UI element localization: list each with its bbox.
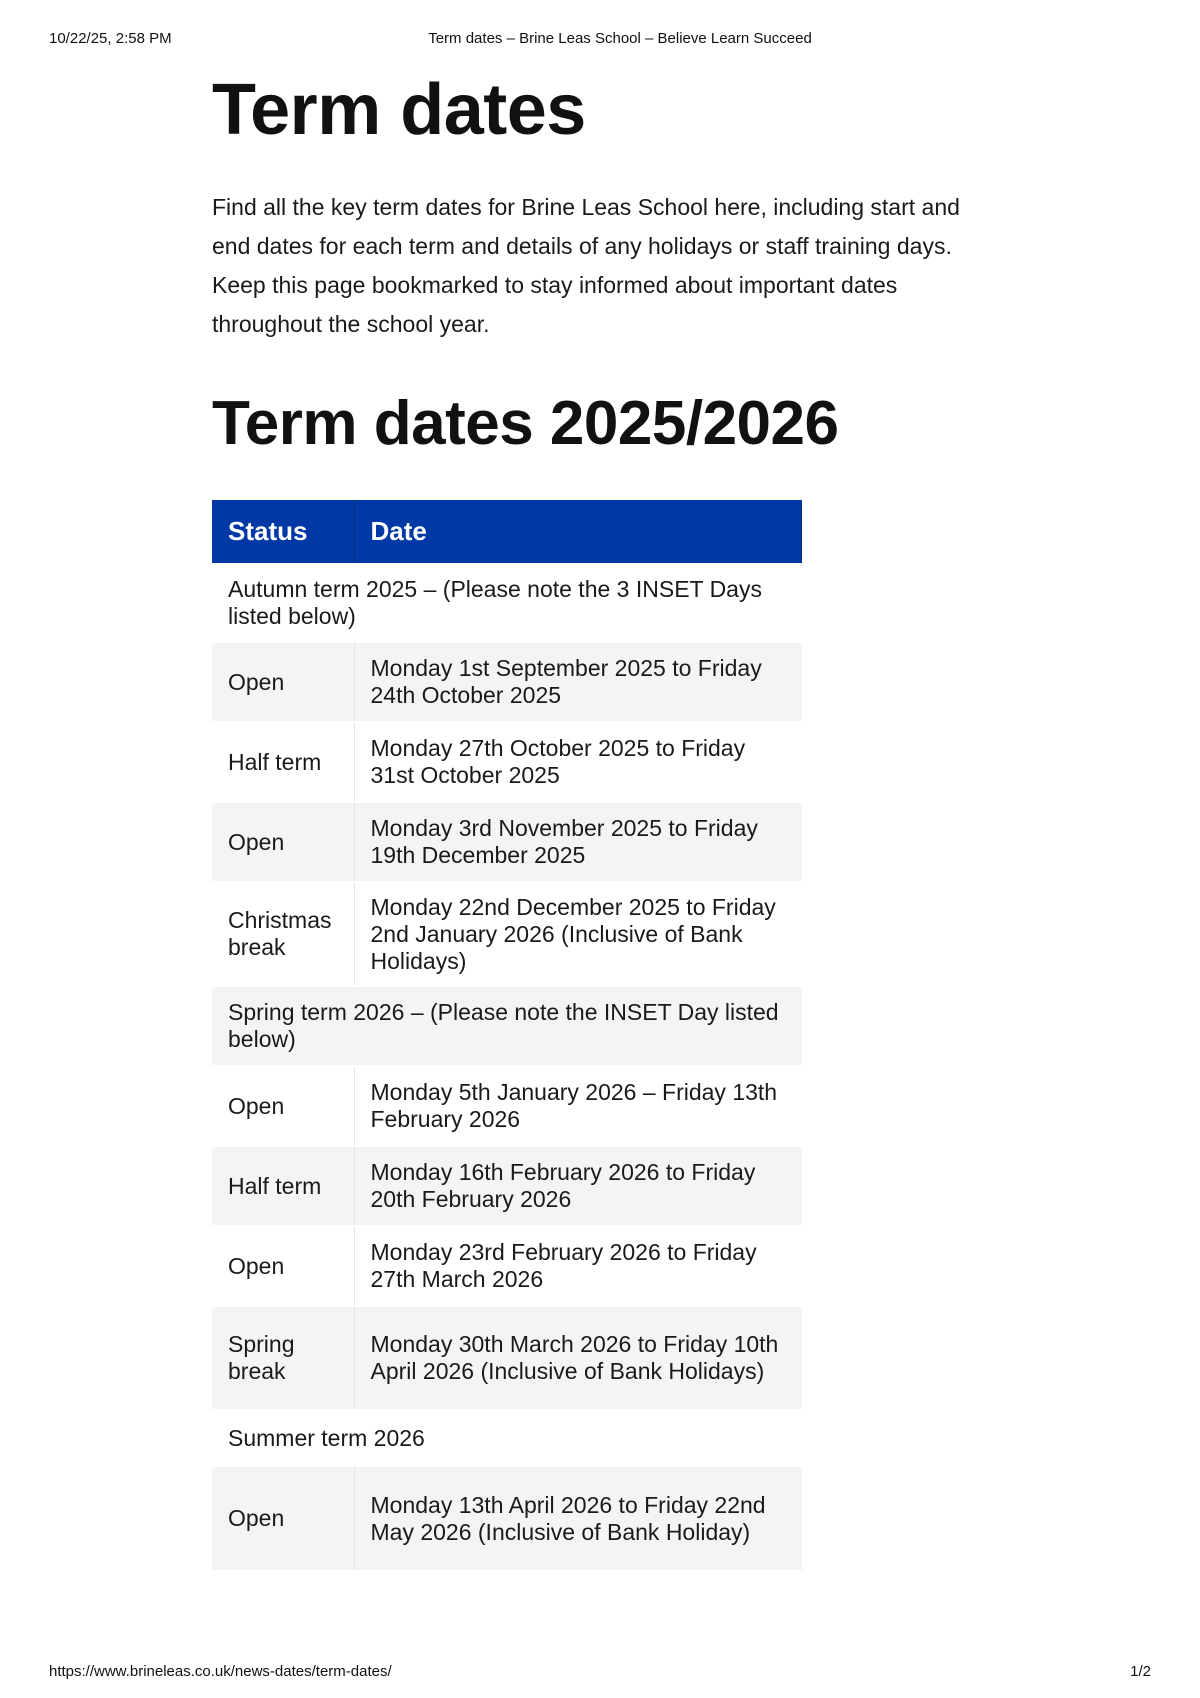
- table-row: [212, 802, 802, 882]
- term-heading: Spring term 2026 – (Please note the INSET Day listed below): [212, 986, 802, 1066]
- status-cell: Open: [212, 802, 354, 882]
- date-cell: Monday 1st September 2025 to Friday 24th October 2025: [354, 642, 802, 722]
- table-row: [212, 1226, 802, 1306]
- column-header-date: Date: [354, 500, 802, 564]
- status-cell: Open: [212, 1466, 354, 1570]
- print-header: [49, 30, 1151, 52]
- term-heading-row: [212, 564, 802, 642]
- date-cell: Monday 22nd December 2025 to Friday 2nd January 2026 (Inclusive of Bank Holidays): [354, 882, 802, 986]
- term-dates-table: [212, 500, 802, 1570]
- column-header-status: Status: [212, 500, 354, 564]
- print-document-title: Term dates – Brine Leas School – Believe Learn Succeed: [428, 30, 812, 47]
- status-cell: Open: [212, 642, 354, 722]
- status-cell: Open: [212, 1226, 354, 1306]
- date-cell: Monday 5th January 2026 – Friday 13th February 2026: [354, 1066, 802, 1146]
- status-cell: Half term: [212, 1146, 354, 1226]
- table-row: [212, 882, 802, 986]
- date-cell: Monday 23rd February 2026 to Friday 27th March 2026: [354, 1226, 802, 1306]
- term-heading-row: [212, 1410, 802, 1466]
- status-cell: Spring break: [212, 1306, 354, 1410]
- date-cell: Monday 27th October 2025 to Friday 31st October 2025: [354, 722, 802, 802]
- section-title: Term dates 2025/2026: [212, 389, 839, 458]
- table-row: [212, 1066, 802, 1146]
- print-timestamp: 10/22/25, 2:58 PM: [49, 30, 172, 47]
- print-footer: [49, 1663, 1151, 1685]
- term-heading: Summer term 2026: [212, 1410, 802, 1466]
- table-body: [212, 564, 802, 1570]
- table-row: [212, 1306, 802, 1410]
- page-title: Term dates: [212, 70, 586, 150]
- table-row: [212, 642, 802, 722]
- status-cell: Open: [212, 1066, 354, 1146]
- date-cell: Monday 16th February 2026 to Friday 20th February 2026: [354, 1146, 802, 1226]
- term-heading-row: [212, 986, 802, 1066]
- date-cell: Monday 30th March 2026 to Friday 10th April 2026 (Inclusive of Bank Holidays): [354, 1306, 802, 1410]
- intro-paragraph: Find all the key term dates for Brine Leas School here, including start and end dates for each term and details of any holidays or staff training days. Keep this page bookmarked to stay informed about important dates throughout the school year.: [212, 194, 960, 337]
- print-url: https://www.brineleas.co.uk/news-dates/term-dates/: [49, 1663, 392, 1680]
- table-header-row: [212, 500, 802, 564]
- main-content: [212, 62, 992, 1570]
- table-row: [212, 1466, 802, 1570]
- table-row: [212, 722, 802, 802]
- date-cell: Monday 3rd November 2025 to Friday 19th December 2025: [354, 802, 802, 882]
- print-page-number: 1/2: [1130, 1663, 1151, 1680]
- status-cell: Half term: [212, 722, 354, 802]
- date-cell: Monday 13th April 2026 to Friday 22nd May 2026 (Inclusive of Bank Holiday): [354, 1466, 802, 1570]
- term-heading: Autumn term 2025 – (Please note the 3 INSET Days listed below): [212, 564, 802, 642]
- status-cell: Christmas break: [212, 882, 354, 986]
- table-row: [212, 1146, 802, 1226]
